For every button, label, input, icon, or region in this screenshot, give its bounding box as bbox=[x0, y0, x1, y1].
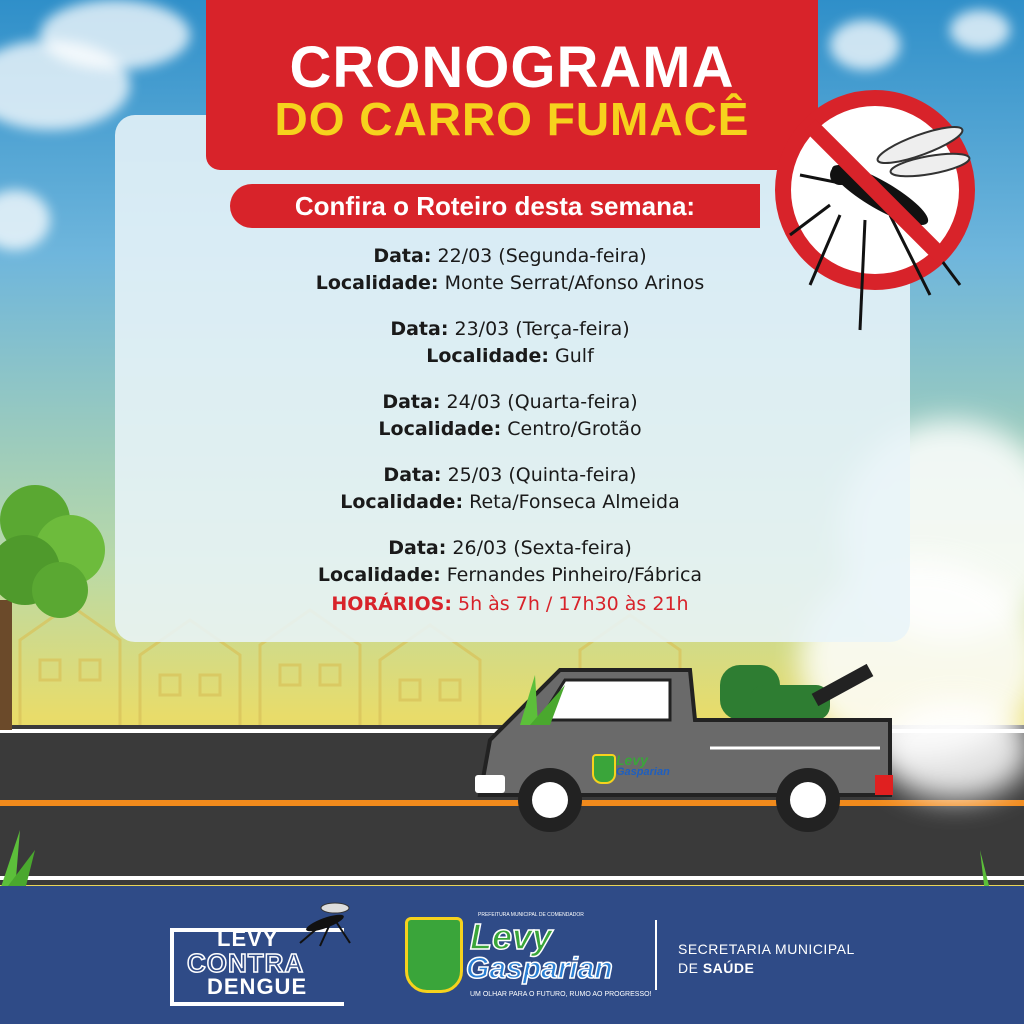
page-title-subline: DO CARRO FUMACÊ bbox=[274, 93, 750, 145]
place-label: Localidade: bbox=[317, 564, 441, 586]
schedule-item bbox=[230, 535, 790, 589]
schedule-place-row bbox=[230, 416, 790, 443]
place-label: Localidade: bbox=[378, 418, 502, 440]
secretaria-line1: SECRETARIA MUNICIPAL bbox=[678, 941, 855, 957]
schedule-place-row bbox=[230, 343, 790, 370]
truck-logo bbox=[590, 752, 685, 786]
schedule-place-row bbox=[230, 489, 790, 516]
schedule-item bbox=[230, 243, 790, 297]
place-value: Gulf bbox=[555, 345, 594, 367]
date-label: Data: bbox=[383, 464, 442, 486]
place-value: Centro/Grotão bbox=[507, 418, 642, 440]
date-value: 23/03 (Terça-feira) bbox=[454, 318, 630, 340]
logo-levy-line2: Gasparian bbox=[466, 952, 613, 985]
cloud bbox=[950, 10, 1010, 50]
city-crest-icon bbox=[405, 917, 463, 993]
no-mosquito-icon bbox=[770, 85, 980, 335]
smoke bbox=[880, 700, 1024, 800]
footer-separator bbox=[655, 920, 657, 990]
date-value: 24/03 (Quarta-feira) bbox=[446, 391, 638, 413]
schedule-item bbox=[230, 389, 790, 443]
page-title: CRONOGRAMA bbox=[289, 35, 735, 100]
place-label: Localidade: bbox=[426, 345, 549, 367]
schedule-date-row bbox=[230, 316, 790, 343]
title-banner bbox=[206, 0, 818, 170]
place-value: Fernandes Pinheiro/Fábrica bbox=[446, 564, 703, 586]
secretaria-line2 bbox=[678, 959, 855, 978]
date-value: 25/03 (Quinta-feira) bbox=[447, 464, 637, 486]
secretaria-text bbox=[678, 940, 855, 978]
logo-tagline: UM OLHAR PARA O FUTURO, RUMO AO PROGRESSO! bbox=[470, 991, 652, 998]
date-value: 26/03 (Sexta-feira) bbox=[452, 537, 632, 559]
levy-contra-dengue-logo bbox=[165, 898, 365, 1008]
schedule-date-row bbox=[230, 243, 790, 270]
grass-icon bbox=[520, 675, 570, 725]
place-label: Localidade: bbox=[340, 491, 464, 513]
logo-levy-line1: Levy bbox=[470, 916, 553, 957]
date-label: Data: bbox=[382, 391, 441, 413]
place-label: Localidade: bbox=[315, 272, 439, 294]
logo-prefeitura-text: PREFEITURA MUNICIPAL DE COMENDADOR bbox=[478, 912, 584, 918]
tree-icon bbox=[0, 480, 110, 730]
hours-line bbox=[230, 593, 790, 615]
schedule-date-row bbox=[230, 462, 790, 489]
city-crest-icon bbox=[592, 754, 616, 784]
levy-gasparian-logo bbox=[400, 912, 652, 1007]
cloud bbox=[40, 0, 190, 70]
subtitle-banner: Confira o Roteiro desta semana: bbox=[230, 184, 760, 228]
date-label: Data: bbox=[388, 537, 447, 559]
schedule-place-row bbox=[230, 270, 790, 297]
cloud bbox=[830, 20, 900, 70]
truck-logo-line2: Gasparian bbox=[616, 766, 670, 778]
place-value: Monte Serrat/Afonso Arinos bbox=[444, 272, 705, 294]
secretaria-line2-bold: SAÚDE bbox=[702, 960, 755, 976]
schedule-item bbox=[230, 462, 790, 516]
schedule-date-row bbox=[230, 535, 790, 562]
logo-dengue-line2: CONTRA bbox=[187, 948, 305, 978]
logo-dengue-line3: DENGUE bbox=[207, 974, 308, 999]
date-value: 22/03 (Segunda-feira) bbox=[437, 245, 647, 267]
truck-logo-line1: Levy bbox=[616, 752, 648, 768]
place-value: Reta/Fonseca Almeida bbox=[469, 491, 680, 513]
grass-icon bbox=[0, 830, 40, 890]
schedule-date-row bbox=[230, 389, 790, 416]
date-label: Data: bbox=[373, 245, 432, 267]
hours-value: 5h às 7h / 17h30 às 21h bbox=[457, 593, 689, 615]
date-label: Data: bbox=[390, 318, 449, 340]
schedule-item bbox=[230, 316, 790, 370]
logo-dengue-line1: LEVY bbox=[217, 926, 279, 951]
mosquito-icon bbox=[290, 898, 360, 948]
hours-label: HORÁRIOS: bbox=[331, 593, 452, 615]
secretaria-line2-prefix: DE bbox=[678, 960, 703, 976]
schedule-place-row bbox=[230, 562, 790, 589]
